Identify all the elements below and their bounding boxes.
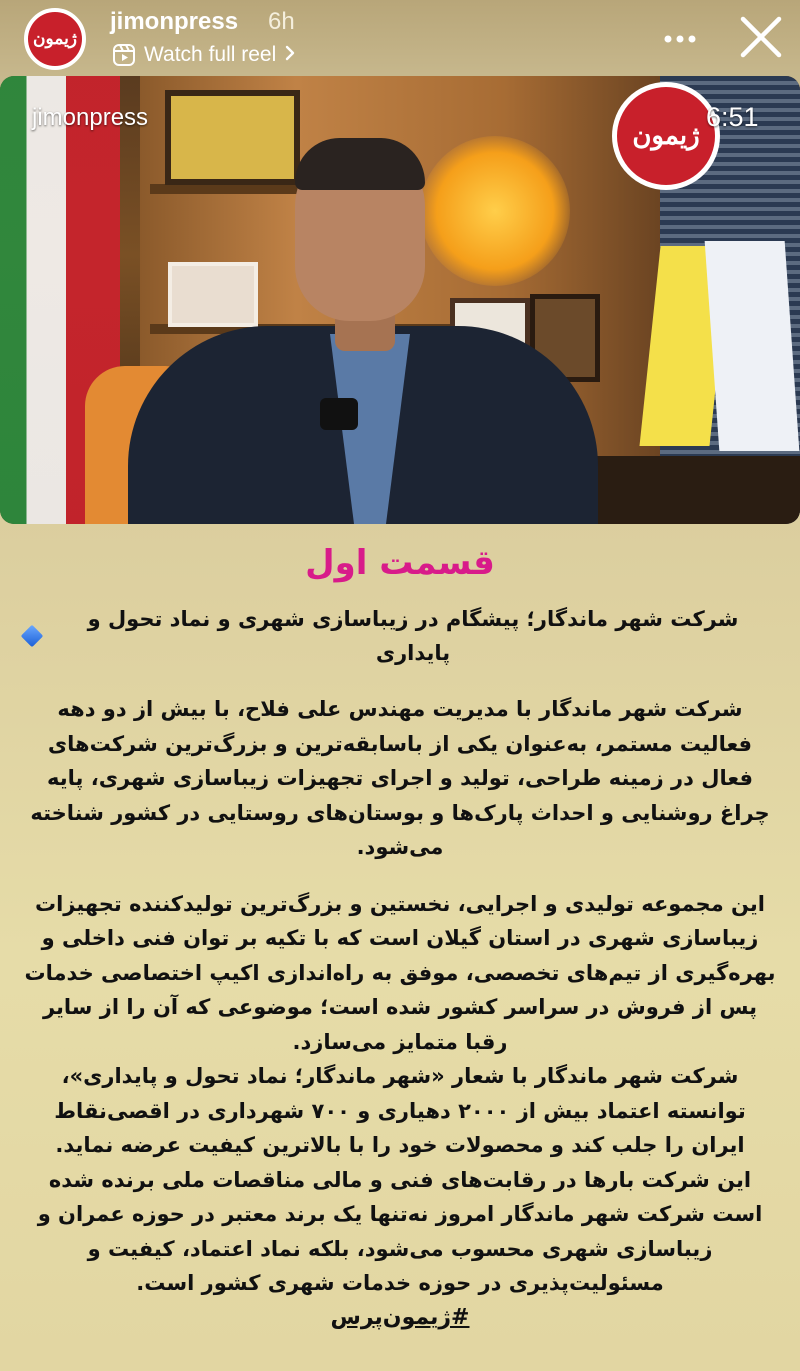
avatar-logo: ژیمون [28, 12, 82, 66]
company-flag [705, 241, 800, 451]
paragraph-production: این مجموعه تولیدی و اجرایی، نخستین و بزرگ‌ترین تولیدکننده تجهیزات زیباسازی شهری در استان گیلان است که با تکیه بر توان فنی داخلی و بهره‌گیری از تیم‌های تخصصی، موفق به راه‌اندازی اکیپ اختصاصی خدمات پس از فروش در سراسر کشور شده است؛ موضوعی که آن را از سایر رقبا متمایز می‌سازد. [24, 891, 776, 1054]
headline-text: شرکت شهر ماندگار؛ پیشگام در زیباسازی شهری و نماد تحول و پایداری [87, 607, 739, 665]
paragraph-intro: شرکت شهر ماندگار با مدیریت مهندس علی فلاح، با بیش از دو دهه فعالیت مستمر، به‌عنوان یکی از باسابقه‌ترین و بزرگ‌ترین شرکت‌های فعال در زمینه طراحی، تولید و اجرای تجهیزات زیباسازی شهری، پایه چراغ روشنایی و احداث پارک‌ها و بوستان‌های روستایی در کشور شناخته می‌شود. [30, 697, 770, 859]
video-watermark: jimonpress [32, 104, 149, 131]
video-duration: 6:51 [706, 102, 759, 132]
username[interactable]: jimonpress [110, 8, 239, 35]
post-time: 6h [268, 8, 295, 35]
headline [24, 602, 776, 670]
reel-icon [112, 43, 136, 67]
profile-avatar[interactable] [24, 8, 86, 70]
more-icon[interactable] [660, 24, 700, 54]
part-title: قسمت اول [305, 543, 495, 583]
lapel-mic [320, 398, 358, 430]
channel-logo-text: ژیمون [617, 87, 715, 185]
photo-frame [168, 262, 258, 327]
blue-diamond-icon [21, 625, 44, 648]
person-hair [295, 138, 425, 190]
story-caption [24, 540, 776, 1335]
reel-link-label: Watch full reel [144, 43, 277, 66]
paragraph-awards: این شرکت بارها در رقابت‌های فنی و مالی مناقصات ملی برنده شده است شرکت شهر ماندگار امروز نه‌تنها یک برند معتبر در حوزه عمران و زیباسازی شهری محسوب می‌شود، بلکه نماد اعتماد، کیفیت و مسئولیت‌پذیری در حوزه خدمات شهری کشور است. [37, 1167, 763, 1295]
reel-video-preview[interactable] [0, 76, 800, 524]
story-header [0, 0, 800, 76]
chevron-right-icon [284, 43, 296, 67]
channel-logo [612, 82, 720, 190]
watch-full-reel-link[interactable] [112, 40, 296, 70]
close-icon[interactable] [738, 14, 784, 60]
wall-picture [165, 90, 300, 185]
paragraph-slogan: شرکت شهر ماندگار با شعار «شهر ماندگار؛ نماد تحول و پایداری»، توانسته اعتماد بیش از ۲۰۰۰ دهیاری و ۷۰۰ شهرداری در اقصی‌نقاط ایران را جلب کند و محصولات خود را با بالاترین کیفیت عرضه نماید. [54, 1064, 746, 1157]
company-sign-glow [420, 136, 570, 286]
hashtag-link[interactable]: #ژیمون‌پرس [330, 1304, 470, 1330]
shelf [150, 184, 310, 194]
